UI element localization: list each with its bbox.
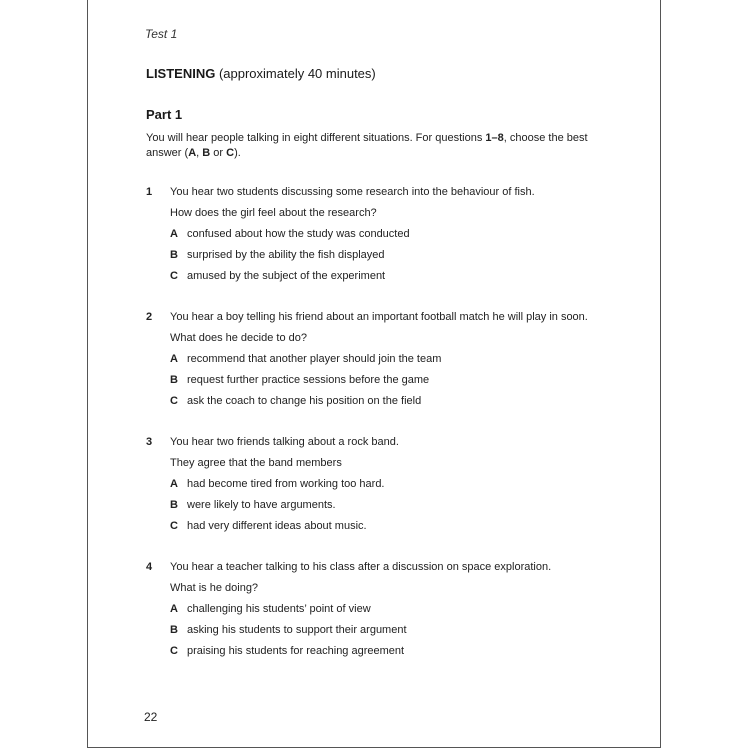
option-text: recommend that another player should join the team	[187, 353, 442, 365]
question-range: 1–8	[485, 132, 504, 144]
option-text: asking his students to support their argument	[187, 624, 407, 636]
question-number: 3	[146, 436, 153, 448]
option-letter: C	[170, 270, 178, 282]
question-prompt: What is he doing?	[170, 582, 259, 594]
question-prompt: How does the girl feel about the research?	[170, 207, 377, 219]
option-text: had become tired from working too hard.	[187, 478, 385, 490]
question-context: You hear two students discussing some research into the behaviour of fish.	[170, 186, 535, 198]
page-number: 22	[144, 710, 158, 724]
section-title-duration: (approximately 40 minutes)	[215, 66, 376, 81]
section-title-bold: LISTENING	[146, 66, 216, 81]
instructions: You will hear people talking in eight different situations. For questions 1–8, choose the best answer (A, B or C).	[146, 132, 588, 159]
option-letter: A	[170, 603, 178, 615]
option-text: ask the coach to change his position on the field	[187, 395, 422, 407]
question-context: You hear a boy telling his friend about an important football match he will play in soon.	[170, 311, 588, 323]
option-text: confused about how the study was conducted	[187, 228, 410, 240]
option-letter: C	[170, 395, 178, 407]
question-prompt: What does he decide to do?	[170, 332, 307, 344]
option-letter: C	[170, 645, 178, 657]
question-prompt: They agree that the band members	[170, 457, 342, 469]
option-letter: B	[170, 624, 178, 636]
option-letter: B	[170, 374, 178, 386]
option-letter: A	[170, 353, 178, 365]
option-text: were likely to have arguments.	[187, 499, 336, 511]
question-number: 4	[146, 561, 153, 573]
option-letter: B	[170, 499, 178, 511]
option-letter: B	[170, 249, 178, 261]
test-label: Test 1	[145, 27, 178, 41]
option-text: amused by the subject of the experiment	[187, 270, 386, 282]
question-number: 1	[146, 186, 153, 198]
part-title: Part 1	[146, 107, 183, 122]
option-text: surprised by the ability the fish displayed	[187, 249, 385, 261]
question-context: You hear two friends talking about a rock band.	[170, 436, 399, 448]
option-text: had very different ideas about music.	[187, 520, 367, 532]
document-page	[87, 0, 661, 748]
option-text: request further practice sessions before the game	[187, 374, 430, 386]
option-letter: A	[170, 228, 178, 240]
section-title	[146, 66, 376, 81]
option-text: challenging his students’ point of view	[187, 603, 371, 615]
question-number: 2	[146, 311, 153, 323]
option-letter: C	[170, 520, 178, 532]
option-text: praising his students for reaching agreement	[187, 645, 405, 657]
option-letter: A	[170, 478, 178, 490]
question-context: You hear a teacher talking to his class after a discussion on space exploration.	[170, 561, 552, 573]
